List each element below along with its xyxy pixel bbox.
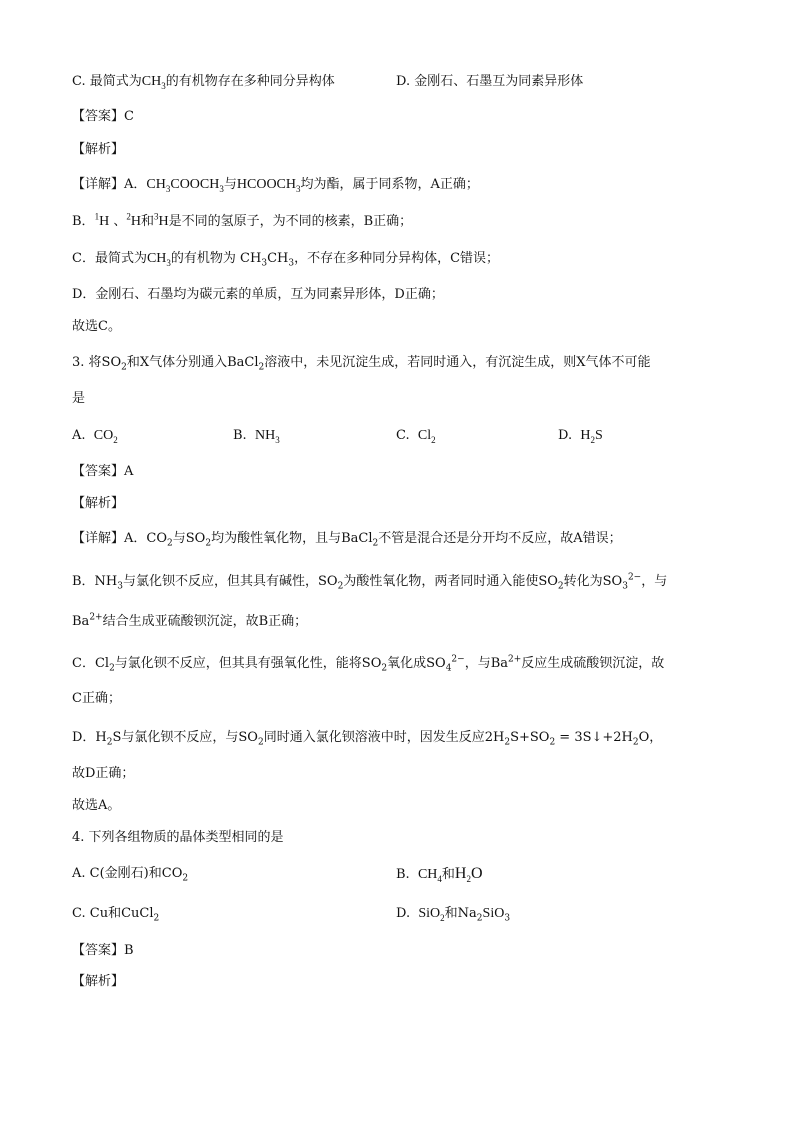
q3-detail-d: D．$H_2S$与氯化钡不反应，与$SO_2$同时通入氯化钡溶液中时，因发生反应$2H_2S+SO_2$ = $3S↓+2H_2O$， bbox=[72, 730, 663, 748]
q4-analysis-label: 【解析】 bbox=[72, 974, 125, 989]
q3-detail-a: 【详解】A．$CO_2$与$SO_2$均为酸性氧化物，且与BaCl$_2$不管是混合还是分开均不反应，故A错误； bbox=[72, 531, 622, 549]
q2-option-c: C. 最简式为$CH_3$的有机物存在多种同分异构体 bbox=[72, 74, 335, 91]
q3-detail-c: C．$Cl_2$与氯化钡不反应，但其具有强氧化性，能将$SO_2$氧化成$SO_4^{2-}$，与$Ba^{2+}$反应生成硫酸钡沉淀，故 bbox=[72, 654, 665, 674]
q4-option-d: D. SiO$_2$和$Na_2SiO_3$ bbox=[396, 906, 511, 924]
q4-option-b: B. $CH_4$和$H_2O$ bbox=[396, 865, 483, 885]
q2-detail-a: 【详解】A．$CH_3COOCH_3$与$HCOOCH_3$均为酯，属于同系物，A正确； bbox=[72, 177, 479, 194]
q4-option-c: C. Cu和CuCl$_2$ bbox=[72, 906, 160, 924]
q3-option-d: D. $H_2S$ bbox=[558, 428, 603, 445]
q3-option-b: B. $NH_3$ bbox=[233, 428, 280, 445]
q2-analysis-label: 【解析】 bbox=[72, 142, 125, 157]
q3-answer: 【答案】A bbox=[72, 464, 134, 479]
q3-choose: 故选A。 bbox=[72, 798, 121, 813]
q2-detail-c: C．最简式为$CH_3$的有机物为 $CH_3CH_3$，不存在多种同分异构体，C错误； bbox=[72, 251, 500, 269]
q4-stem: 4. 下列各组物质的晶体类型相同的是 bbox=[72, 830, 284, 845]
q2-choose: 故选C。 bbox=[72, 319, 121, 334]
q3-detail-b: B．$NH_3$与氯化钡不反应，但其具有碱性，$SO_2$为酸性氧化物，两者同时通入能使$SO_2$转化为$SO_3^{2-}$，与 bbox=[72, 572, 668, 592]
q3-analysis-label: 【解析】 bbox=[72, 496, 125, 511]
q3-stem-end: 是 bbox=[72, 391, 86, 406]
q4-answer: 【答案】B bbox=[72, 943, 134, 958]
q3-detail-d-cont: 故D正确； bbox=[72, 766, 135, 781]
q3-option-a: A. $CO_2$ bbox=[72, 428, 118, 445]
q3-detail-b-cont: $Ba^{2+}$结合生成亚硫酸钡沉淀，故B正确； bbox=[72, 612, 308, 629]
q3-detail-c-cont: C正确； bbox=[72, 691, 121, 706]
q2-detail-d: D．金刚石、石墨均为碳元素的单质，互为同素异形体，D正确； bbox=[72, 287, 444, 302]
q3-stem: 3. 将$SO_2$和X气体分别通入BaCl$_2$溶液中，未见沉淀生成，若同时通入，有沉淀生成，则X气体不可能 bbox=[72, 355, 651, 373]
q2-answer: 【答案】C bbox=[72, 109, 134, 124]
q2-detail-b: B．$^1$H 、$^2$H和$^3$H是不同的氢原子，为不同的核素，B正确； bbox=[72, 211, 413, 229]
q2-option-d: D. 金刚石、石墨互为同素异形体 bbox=[396, 74, 584, 89]
q4-option-a: A. C(金刚石)和$CO_2$ bbox=[72, 866, 189, 884]
q3-option-c: C. $Cl_2$ bbox=[396, 428, 436, 445]
